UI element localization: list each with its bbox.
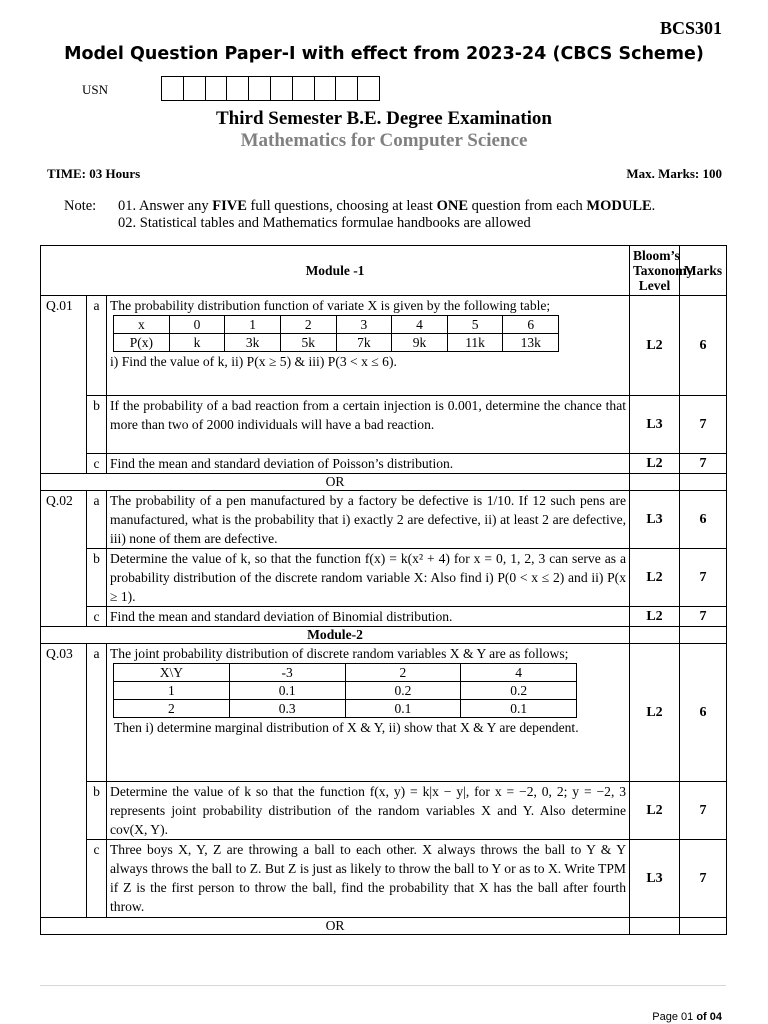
footer-divider [40,985,726,986]
question-text: If the probability of a bad reaction from a certain injection is 0.001, determine the chance that more than two of 2000 individuals will have a bad reaction. [107,396,630,454]
question-number: Q.02 [41,491,87,627]
table-cell: 0.1 [229,682,345,700]
table-row [41,840,727,918]
table-cell: P(x) [114,334,170,352]
table-row [41,296,727,396]
table-cell: 0.1 [461,700,577,718]
usn-box [162,76,184,101]
question-text [107,644,630,782]
table-row [41,491,727,549]
joint-row [114,682,577,700]
table-cell: 5k [280,334,336,352]
table-cell: 7k [336,334,392,352]
table-cell: 13k [503,334,559,352]
module-2-heading: Module-2 [41,627,630,644]
p-row [114,334,559,352]
joint-dist-table [113,663,577,718]
module-row [41,627,727,644]
note-line-1: 01. Answer any FIVE full questions, choosing at least ONE question from each MODULE. [118,198,656,214]
bloom-level: L2 [630,782,680,840]
question-tail: Then i) determine marginal distribution of X & Y, ii) show that X & Y are dependent. [114,720,579,735]
question-tail: i) Find the value of k, ii) P(x ≥ 5) & iii) P(3 < x ≤ 6). [110,354,397,369]
blooms-heading: Bloom’s Taxonomy Level [630,246,680,296]
sub-label: a [87,296,107,396]
empty-cell [630,627,680,644]
or-row [41,474,727,491]
exam-title: Third Semester B.E. Degree Examination [216,108,552,129]
paper-title: Model Question Paper-I with effect from 2023-24 (CBCS Scheme) [64,44,704,64]
empty-cell [680,627,727,644]
table-cell: 11k [447,334,503,352]
table-cell: 4 [461,664,577,682]
table-cell: x [114,316,170,334]
joint-header-row [114,664,577,682]
sub-label: c [87,454,107,474]
table-cell: 0.3 [229,700,345,718]
bloom-level: L3 [630,491,680,549]
question-text: Find the mean and standard deviation of Poisson’s distribution. [107,454,630,474]
empty-cell [630,918,680,935]
empty-cell [680,918,727,935]
or-divider: OR [41,474,630,491]
usn-box [206,76,228,101]
marks-value: 7 [680,454,727,474]
question-text: Three boys X, Y, Z are throwing a ball to each other. X always throws the ball to Y & Y always throws the ball to Z. But Z is just as likely to throw the ball to Y or as to X. Write TPM if Z is the first person to throw the ball, find the probability that X has the ball after fourth throw. [107,840,630,918]
table-cell: 0.2 [461,682,577,700]
table-cell: 0.1 [345,700,461,718]
usn-box [315,76,337,101]
marks-value: 7 [680,607,727,627]
question-text: The probability of a pen manufactured by a factory be defective is 1/10. If 12 such pens are manufactured, what is the probability that i) exactly 2 are defective, ii) at least 2 are defective, iii) none of them are defective. [107,491,630,549]
empty-cell [680,474,727,491]
table-cell: 2 [114,700,230,718]
bloom-level: L2 [630,549,680,607]
table-cell: 3k [225,334,281,352]
table-cell: 1 [225,316,281,334]
sub-label: b [87,396,107,454]
table-row [41,454,727,474]
marks-value: 7 [680,549,727,607]
table-row [41,782,727,840]
table-row [41,607,727,627]
empty-cell [630,474,680,491]
table-cell: -3 [229,664,345,682]
table-cell: 5 [447,316,503,334]
table-row [41,644,727,782]
usn-box [184,76,206,101]
question-text: Determine the value of k so that the function f(x, y) = k|x − y|, for x = −2, 0, 2; y = −2, 3 represents joint probability distribution of the random variables X and Y. Also determine cov(X, Y). [107,782,630,840]
question-text [107,296,630,396]
bloom-level: L3 [630,840,680,918]
module-1-heading: Module -1 [41,246,630,296]
usn-box [293,76,315,101]
page-number: Page 01 of 04 [652,1011,722,1023]
table-cell: X\Y [114,664,230,682]
table-cell: 2 [345,664,461,682]
marks-heading: Marks [680,246,727,296]
usn-box [227,76,249,101]
sub-label: a [87,644,107,782]
usn-boxes [161,76,380,101]
note-line-2: 02. Statistical tables and Mathematics formulae handbooks are allowed [118,215,531,231]
question-number: Q.01 [41,296,87,474]
or-row [41,918,727,935]
sub-label: b [87,782,107,840]
usn-box [249,76,271,101]
question-number: Q.03 [41,644,87,918]
table-cell: 0.2 [345,682,461,700]
sub-label: b [87,549,107,607]
course-code: BCS301 [659,18,722,38]
bloom-level: L3 [630,396,680,454]
x-row [114,316,559,334]
bloom-level: L2 [630,644,680,782]
table-cell: 9k [392,334,448,352]
table-cell: 2 [280,316,336,334]
note-label: Note: [64,198,97,214]
table-cell: 6 [503,316,559,334]
table-row [41,549,727,607]
usn-box [271,76,293,101]
sub-label: c [87,840,107,918]
max-marks-label: Max. Marks: 100 [626,166,722,181]
question-text-body: The probability distribution function of variate X is given by the following table; [110,298,551,313]
time-label: TIME: 03 Hours [47,166,141,181]
marks-value: 7 [680,782,727,840]
question-table [40,245,727,935]
table-cell: 1 [114,682,230,700]
marks-value: 6 [680,491,727,549]
sub-label: a [87,491,107,549]
table-row [41,396,727,454]
bloom-level: L2 [630,607,680,627]
bloom-level: L2 [630,296,680,396]
table-cell: k [169,334,225,352]
bloom-level: L2 [630,454,680,474]
usn-label: USN [82,82,109,97]
table-cell: 3 [336,316,392,334]
sub-label: c [87,607,107,627]
table-cell: 4 [392,316,448,334]
joint-row [114,700,577,718]
marks-value: 7 [680,396,727,454]
table-cell: 0 [169,316,225,334]
subject-title: Mathematics for Computer Science [240,130,528,151]
marks-value: 7 [680,840,727,918]
question-text-body: The joint probability distribution of discrete random variables X & Y are as follows; [110,646,569,661]
or-divider: OR [41,918,630,935]
marks-value: 6 [680,296,727,396]
usn-box [358,76,380,101]
question-text: Find the mean and standard deviation of Binomial distribution. [107,607,630,627]
usn-box [336,76,358,101]
question-text: Determine the value of k, so that the function f(x) = k(x² + 4) for x = 0, 1, 2, 3 can serve as a probability distribution of the discrete random variable X: Also find i) P(0 < x ≤ 2) and ii) P(x ≥ 1). [107,549,630,607]
marks-value: 6 [680,644,727,782]
table-header-row [41,246,727,296]
pmf-table [113,315,559,352]
